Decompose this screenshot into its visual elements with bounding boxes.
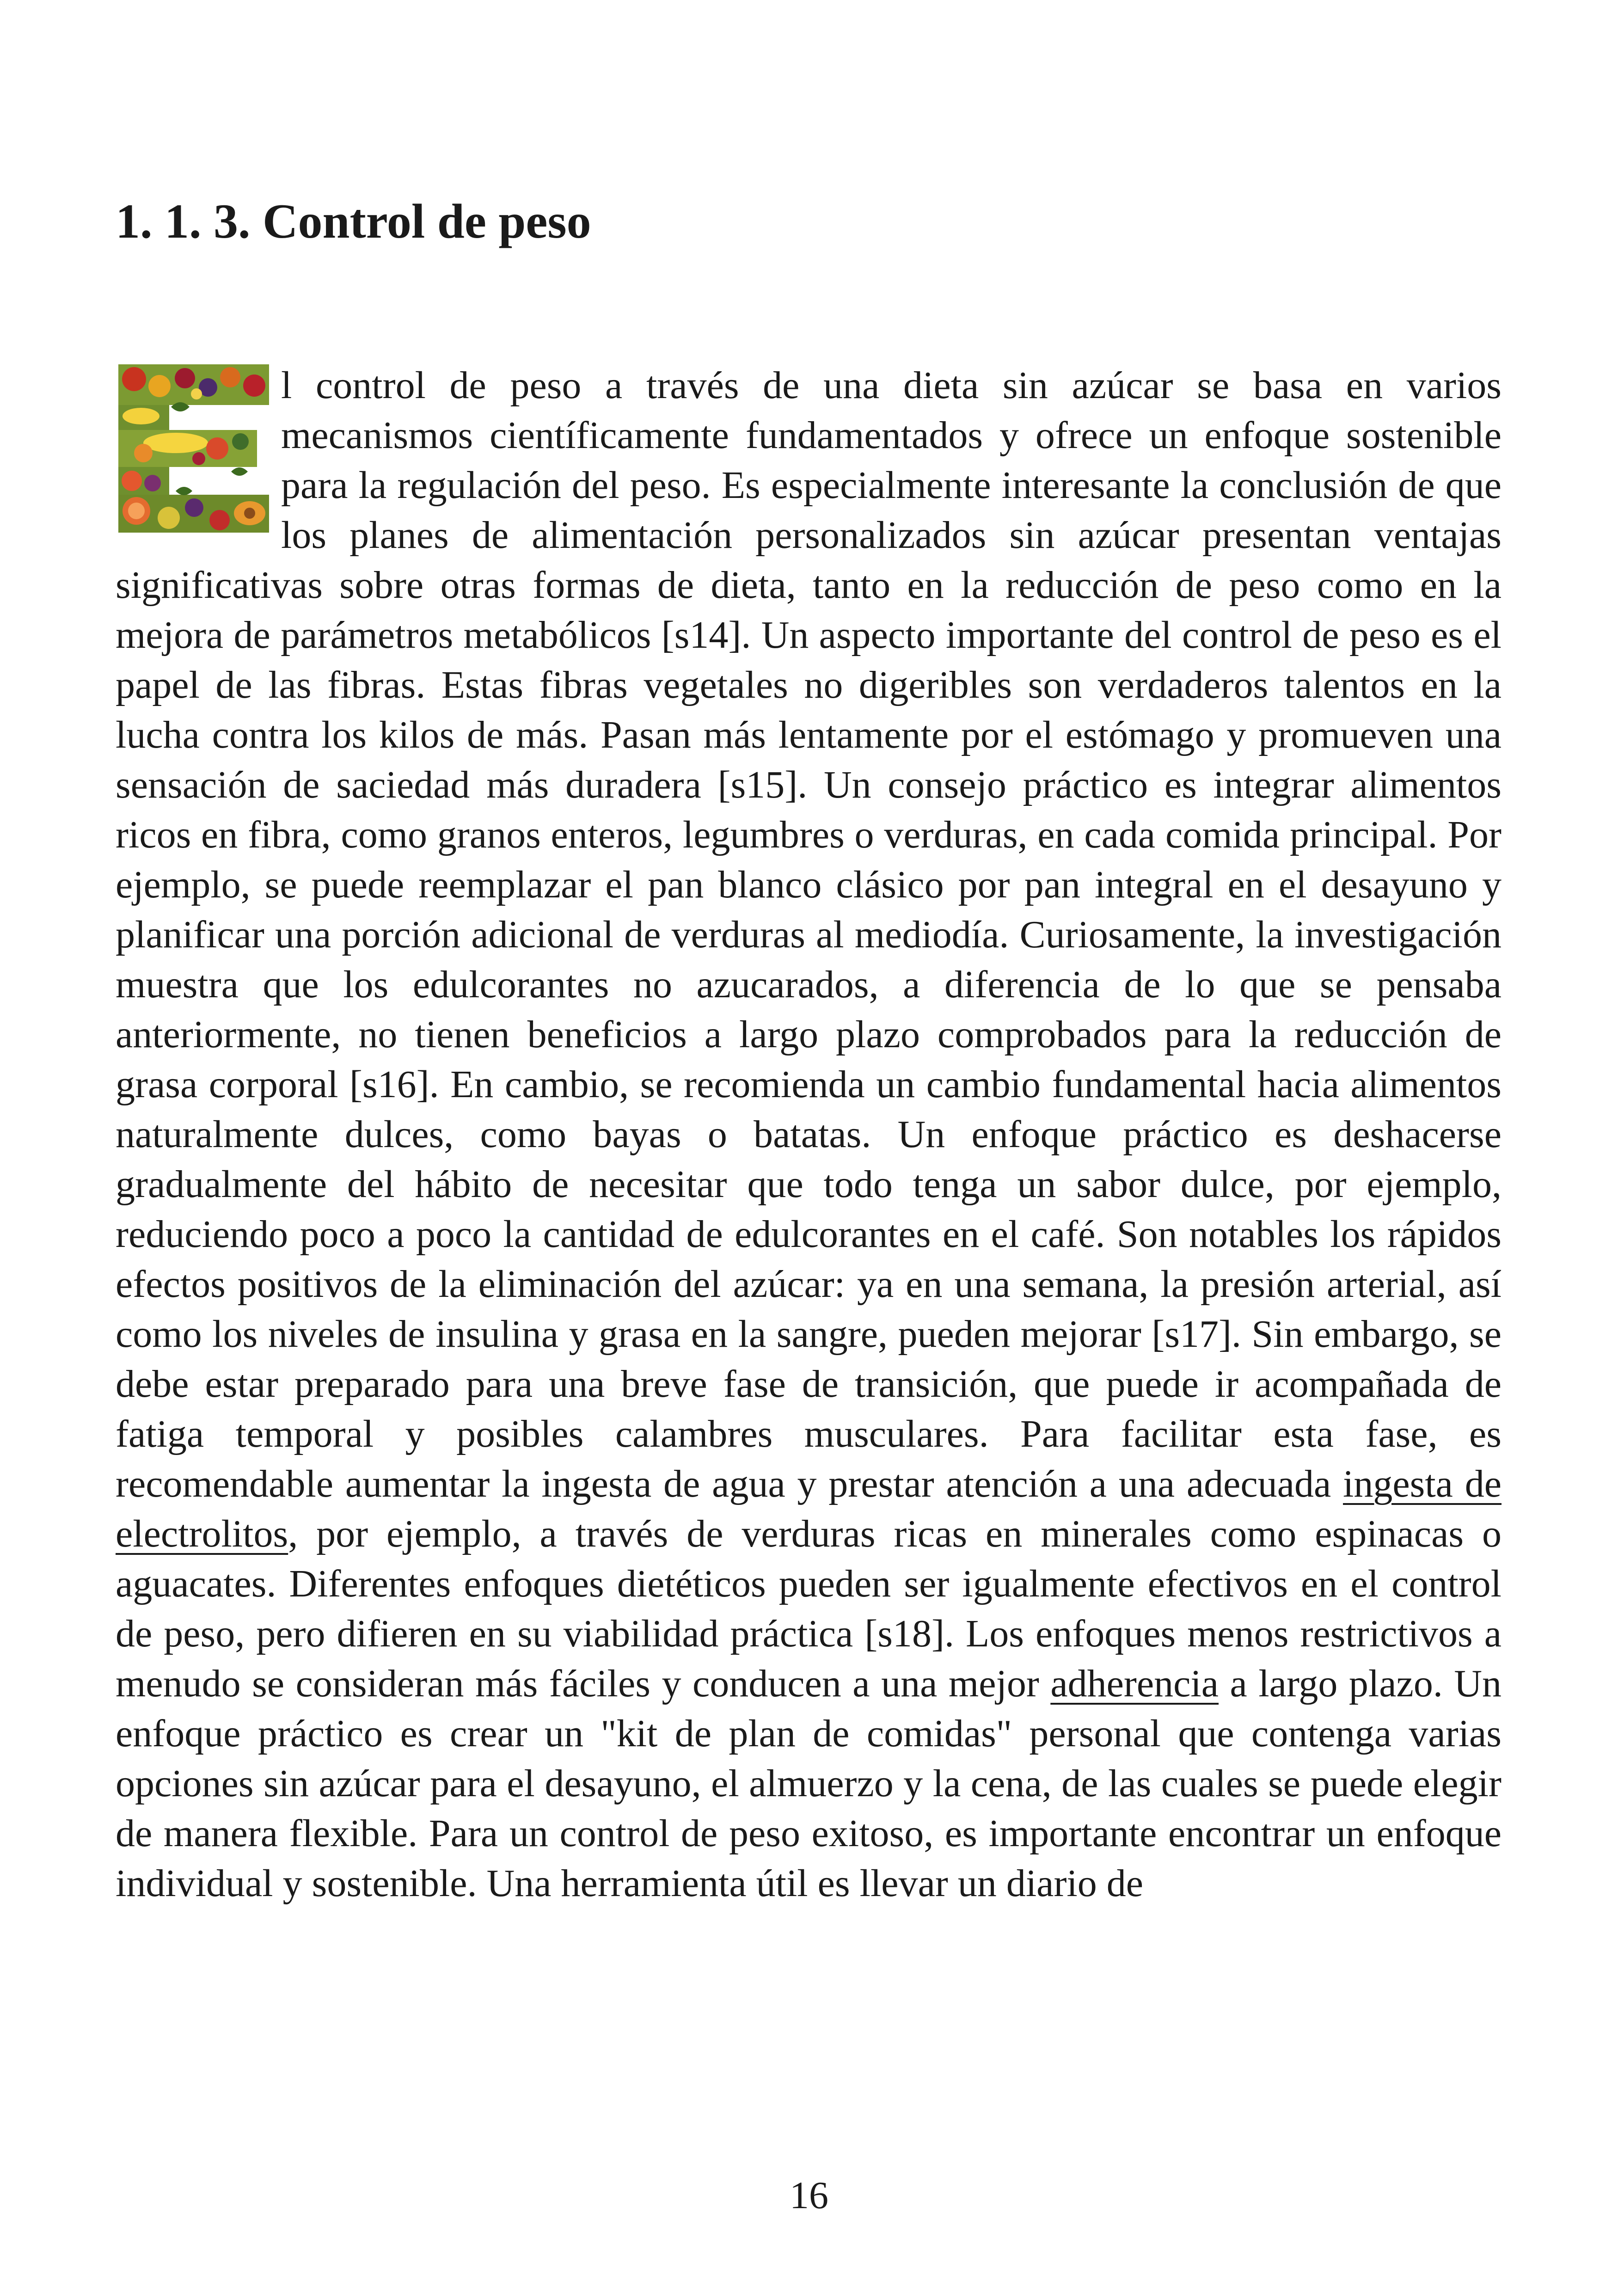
page-number: 16 — [790, 2174, 828, 2217]
section-heading: 1. 1. 3. Control de peso — [116, 194, 591, 248]
body-paragraph — [116, 361, 1502, 1909]
paragraph-text-1: l control de peso a través de una dieta sin azúcar se basa en varios mecanismos científicamente fundamentados y ofrece un enfoque sostenible para la regulación del peso. Es especialmente interesante la conclusión de que los planes de alimentación personalizados sin azúcar presentan ventajas significativas sobre otras formas de dieta, tanto en la reducción de peso como en la mejora de parámetros metabólicos [s14]. Un aspecto importante del control de peso es el papel de las fibras. Estas fibras vegetales no digeribles son verdaderos talentos en la lucha contra los kilos de más. Pasan más lentamente por el estómago y promueven una sensación de saciedad más duradera [s15]. Un consejo práctico es integrar alimentos ricos en fibra, como granos enteros, legumbres o verduras, en cada comida principal. Por ejemplo, se puede reemplazar el pan blanco clásico por pan integral en el desayuno y planificar una porción adicional de verduras al mediodía. Curiosamente, la investigación muestra que los edulcorantes no azucarados, a diferencia de lo que se pensaba anteriormente, no tienen beneficios a largo plazo comprobados para la reducción de grasa corporal [s16]. En cambio, se recomienda un cambio fundamental hacia alimentos naturalmente dulces, como bayas o batatas. Un enfoque práctico es deshacerse gradualmente del hábito de necesitar que todo tenga un sabor dulce, por ejemplo, reduciendo poco a poco la cantidad de edulcorantes en el café. Son notables los rápidos efectos positivos de la eliminación del azúcar: ya en una semana, la presión arterial, así como los niveles de insulina y grasa en la sangre, pueden mejorar [s17]. Sin embargo, se debe estar preparado para una breve fase de transición, que puede ir acompañada de fatiga temporal y posibles calambres musculares. Para facilitar esta fase, es recomendable aumentar la ingesta de agua y prestar atención a una adecuada — [116, 364, 1502, 1505]
paragraph-text-2: , por ejemplo, a través de verduras ricas en minerales como espinacas o aguacates. Diferentes enfoques dietéticos pueden ser igualmente efectivos en el control de peso, pero difieren en su viabilidad práctica [s18]. Los enfoques menos restrictivos a menudo se consideran más fáciles y conducen a una mejor — [116, 1512, 1502, 1705]
link-ingesta-de-electrolitos[interactable]: ingesta de electrolitos — [116, 1462, 1502, 1555]
paragraph-text-3: a largo plazo. Un enfoque práctico es crear un "kit de plan de comidas" personal que contenga varias opciones sin azúcar para el desayuno, el almuerzo y la cena, de las cuales se puede elegir de manera flexible. Para un control de peso exitoso, es importante encontrar un enfoque individual y sostenible. Una herramienta útil es llevar un diario de — [116, 1662, 1502, 1905]
link-adherencia[interactable]: adherencia — [1050, 1662, 1219, 1705]
fruit-illustrated-initial-icon — [116, 361, 273, 536]
